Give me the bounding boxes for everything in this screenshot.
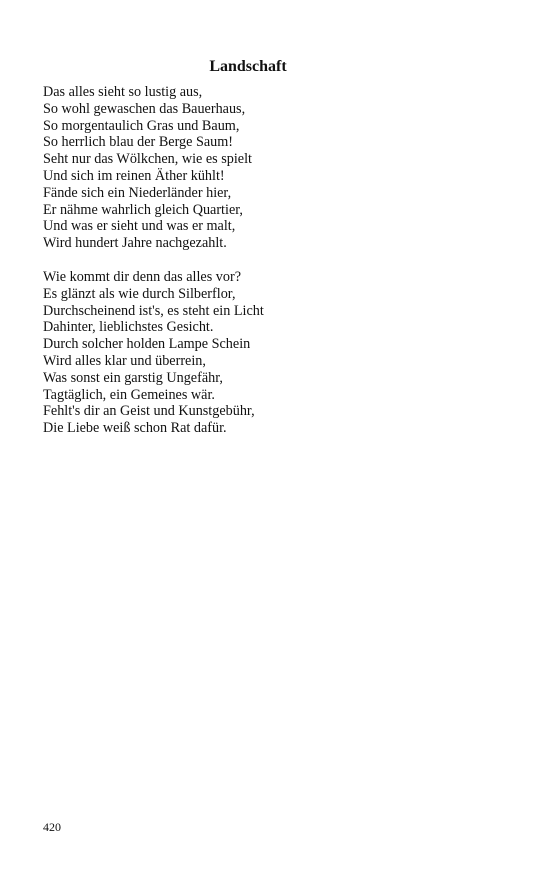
verse-line: Wie kommt dir denn das alles vor? [43, 269, 242, 285]
verse-line: Durchscheinend ist's, es steht ein Licht [43, 302, 264, 319]
verse-line: Dahinter, lieblichstes Gesicht. [43, 319, 214, 336]
verse-line: Wird alles klar und überrein, [43, 352, 206, 369]
verse-line: Es glänzt als wie durch Silberflor, [43, 285, 236, 302]
verse-line: So morgentaulich Gras und Baum, [43, 117, 240, 134]
verse-line: Fände sich ein Niederländer hier, [43, 184, 232, 201]
verse-line: Und sich im reinen Äther kühlt! [43, 167, 225, 184]
poem-title: Landschaft [209, 58, 287, 75]
verse-line: Fehlt's dir an Geist und Kunstgebühr, [43, 403, 255, 420]
verse-line: Das alles sieht so lustig aus, [43, 84, 203, 100]
verse-line: Tagtäglich, ein Gemeines wär. [43, 386, 215, 403]
verse-line: So herrlich blau der Berge Saum! [43, 134, 234, 151]
verse-line: Seht nur das Wölkchen, wie es spielt [43, 151, 252, 168]
stanza-1 [43, 84, 503, 252]
verse-line: Wird hundert Jahre nachgezahlt. [43, 235, 227, 252]
verse-line: Die Liebe weiß schon Rat dafür. [43, 420, 227, 437]
stanza-2 [43, 269, 503, 437]
verse-line: Er nähme wahrlich gleich Quartier, [43, 201, 243, 218]
page-number: 420 [43, 820, 61, 834]
verse-line: Und was er sieht und was er malt, [43, 218, 236, 235]
verse-line: Durch solcher holden Lampe Schein [43, 336, 251, 353]
verse-line: Was sonst ein garstig Ungefähr, [43, 369, 223, 386]
verse-line: So wohl gewaschen das Bauerhaus, [43, 100, 246, 117]
